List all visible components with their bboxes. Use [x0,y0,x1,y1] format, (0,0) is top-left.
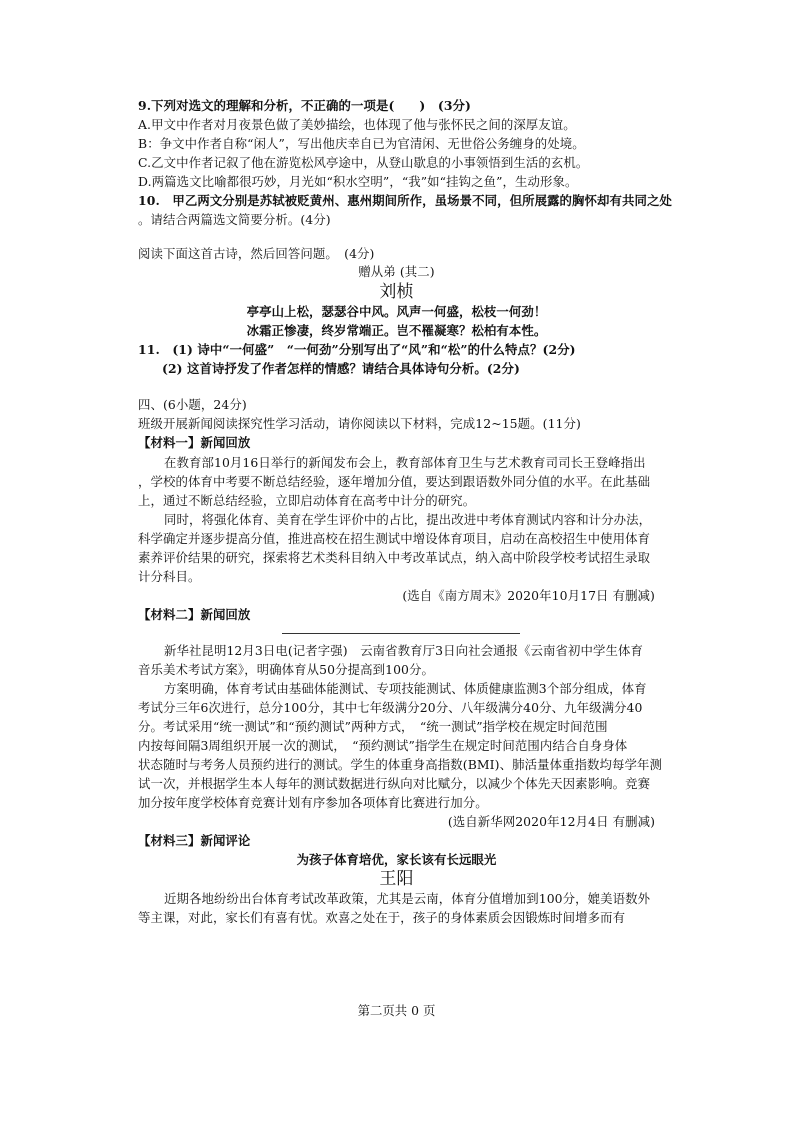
q11-part-1: 11. (1) 诗中“一何盛” “一何劲”分别写出了“风”和“松”的什么特点？(2分) [138,342,576,357]
material-1-line: 在教育部10月16日举行的新闻发布会上，教育部体育卫生与艺术教育司司长王登峰指出 [164,455,646,470]
material-1-line: ，学校的体育中考要不断总结经验，逐年增加分值，要达到跟语数外同分值的水平。在此基础 [138,474,651,489]
poem-intro: 阅读下面这首古诗，然后回答问题。 (4分) [138,246,375,261]
material-2-label: 【材料二】新闻回放 [138,607,251,622]
material-3-title: 为孩子体育培优，家长该有长远眼光 [296,852,497,867]
material-1-line: 素养评价结果的研究，探索将艺术类科目纳入中考改革试点，纳入高中阶段学校考试招生录取 [138,550,651,565]
section-4-intro: 班级开展新闻阅读探究性学习活动，请你阅读以下材料，完成12~15题。(11分) [138,416,581,431]
material-2-line: 音乐美术考试方案》，明确体育从50分提高到100分。 [138,662,435,677]
page-footer: 第二页共 0 页 [357,1003,436,1018]
material-1-label: 【材料一】新闻回放 [138,435,251,450]
q10-line-1: 10. 甲乙两文分别是苏轼被贬黄州、惠州期间所作，虽场景不同，但所展露的胸怀却有共同之处 [138,193,672,208]
poem-author: 刘桢 [379,282,414,302]
q11-part-2: (2) 这首诗抒发了作者怎样的情感？请结合具体诗句分析。(2分) [162,361,520,376]
q9-option-a: A.甲文中作者对月夜景色做了美妙描绘，也体现了他与张怀民之间的深厚友谊。 [138,117,576,132]
q9-option-b: B：争文中作者自称“闲人”，写出他庆幸自已为官清闲、无世俗公务缠身的处境。 [138,136,585,151]
material-3-label: 【材料三】新闻评论 [138,833,251,848]
q9-stem: 9.下列对选文的理解和分析，不正确的一项是( ) (3分) [138,98,471,113]
material-3-line: 近期各地纷纷出台体育考试改革政策，尤其是云南，体育分值增加到100分，媲美语数外 [164,891,651,906]
material-2-line: 新华社昆明12月3日电(记者字强) 云南省教育厅3日向社会通报《云南省初中学生体育 [164,643,643,658]
q10-line-2: 。请结合两篇选文简要分析。(4分) [138,212,331,227]
material-3-line: 等主课，对此，家长们有喜有忧。欢喜之处在于，孩子的身体素质会因锻炼时间增多而有 [138,910,626,925]
material-1-line: 计分科目。 [138,569,201,584]
material-1-line: 上，通过不断总结经验，立即启动体育在高考中计分的研究。 [138,493,476,508]
material-2-source: (选自新华网2020年12月4日 有删减) [447,814,655,829]
material-3-author: 王阳 [379,869,414,889]
material-1-line: 科学确定并逐步提高分值，推进高校在招生测试中增设体育项目，启动在高校招生中使用体育 [138,531,651,546]
divider-line [282,633,520,634]
material-1-source: (选自《南方周末》2020年10月17日 有删减) [402,588,655,603]
poem-title: 赠从弟 (其二) [358,264,435,279]
material-2-line: 内按每间隔3周组织开展一次的测试， “预约测试”指学生在规定时间范围内结合自身身体 [138,738,628,753]
material-2-line: 试一次，并根据学生本人每年的测试数据进行纵向对比赋分，以减少个体先天因素影响。竞赛 [138,776,651,791]
material-2-line: 方案明确，体育考试由基础体能测试、专项技能测试、体质健康监测3个部分组成，体育 [164,681,647,696]
poem-line-2: 冰霜正惨凄，终岁常端正。岂不罹凝寒？松柏有本性。 [246,323,547,338]
poem-line-1: 亭亭山上松，瑟瑟谷中风。风声一何盛，松枝一何劲！ [246,304,547,319]
q9-option-d: D.两篇选文比喻都很巧妙，月光如“积水空明”，“我”如“挂钩之鱼”，生动形象。 [138,174,578,189]
section-4-heading: 四、(6小题，24分) [138,397,247,412]
material-2-line: 加分按年度学校体育竞赛计划有序参加各项体育比赛进行加分。 [138,795,488,810]
material-1-line: 同时，将强化体育、美育在学生评价中的占比，提出改进中考体育测试内容和计分办法， [164,512,652,527]
q9-option-c: C.乙文中作者记叙了他在游览松风亭途中，从登山歇息的小事领悟到生活的玄机。 [138,155,589,170]
material-2-line: 状态随时与考务人员预约进行的测试。学生的体重身高指数(BMI)、肺活量体重指数均每学年测 [138,757,662,772]
material-2-line: 考试分三年6次进行，总分100分，其中七年级满分20分、八年级满分40分、九年级满分40 [138,700,643,715]
material-2-line: 分。考试采用“统一测试”和“预约测试”两种方式， “统一测试”指学校在规定时间范围 [138,719,608,734]
